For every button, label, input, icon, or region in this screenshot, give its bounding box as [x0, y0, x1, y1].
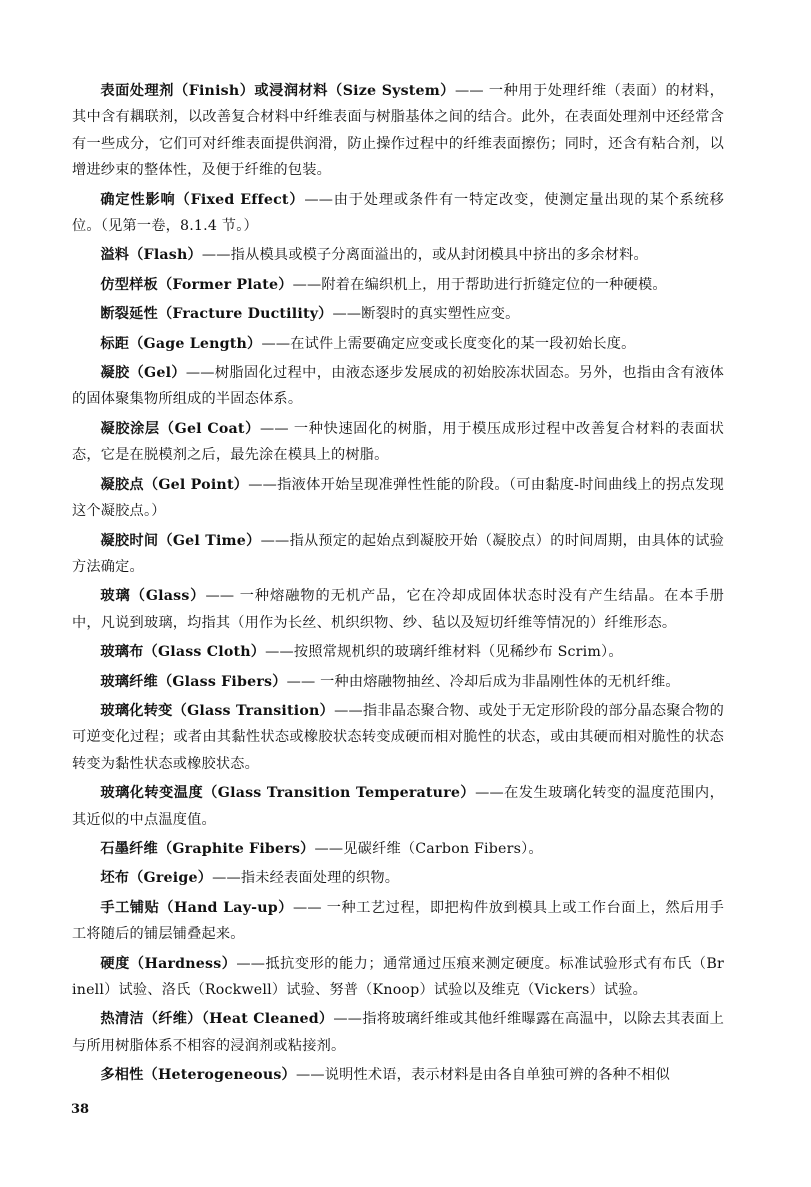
glossary-entry: [72, 583, 724, 636]
glossary-entry: [72, 242, 724, 268]
glossary-term: 手工铺贴（Hand Lay-up）: [100, 899, 293, 916]
glossary-entry: [72, 895, 724, 948]
glossary-definition: ——指从预定的起始点到凝胶开始（凝胶点）的时间周期，由具体的试验方法确定。: [72, 532, 724, 575]
glossary-entry: [72, 698, 724, 777]
glossary-term: 溢料（Flash）: [100, 247, 202, 264]
glossary-definition: ——树脂固化过程中，由液态逐步发展成的初始胶冻状固态。另外，也指由含有液体的固体聚集物所组成的半固态体系。: [72, 365, 725, 408]
glossary-term: 表面处理剂（Finish）或浸润材料（Size System）: [100, 83, 456, 99]
glossary-definition: ——附着在编织机上，用于帮助进行折缝定位的一种硬模。: [292, 276, 667, 293]
glossary-entry: [72, 528, 724, 581]
glossary-page: [72, 78, 724, 1092]
glossary-definition: —— 一种工艺过程，即把构件放到模具上或工作台面上，然后用手工将随后的铺层铺叠起来。: [72, 899, 724, 943]
glossary-term: 玻璃化转变（Glass Transition）: [100, 702, 335, 719]
glossary-term: 多相性（Heterogeneous）: [100, 1067, 296, 1084]
glossary-definition: ——说明性术语，表示材料是由各自单独可辨的各种不相似: [295, 1067, 671, 1084]
glossary-entry: [72, 272, 724, 298]
glossary-entry: [72, 780, 724, 833]
glossary-term: 坯布（Greige）: [100, 870, 213, 887]
glossary-definition: —— 一种快速固化的树脂，用于模压成形过程中改善复合材料的表面状态，它是在脱模剂之后，最先涂在模具上的树脂。: [72, 420, 724, 464]
glossary-definition: ——指非晶态聚合物、或处于无定形阶段的部分晶态聚合物的可逆变化过程；或者由其黏性状态或橡胶状态转变成硬而相对脆性的状态，或由其硬而相对脆性的状态转变为黏性状态或橡胶状态。: [72, 702, 724, 772]
glossary-entry: [72, 1006, 724, 1059]
glossary-term: 石墨纤维（Graphite Fibers）: [100, 840, 315, 857]
glossary-definition: —— 一种用于处理纤维（表面）的材料，其中含有耦联剂，以改善复合材料中纤维表面与树脂基体之间的结合。此外，在表面处理剂中还经常含有一些成分，它们可对纤维表面提供润滑，防止操作过程中的纤维表面擦伤；同时，还含有粘合剂，以增进纱束的整体性，及便于纤维的包装。: [72, 83, 724, 179]
glossary-definition: ——指未经表面处理的织物。: [212, 870, 400, 887]
glossary-term: 确定性影响（Fixed Effect）: [100, 191, 305, 208]
glossary-term: 玻璃（Glass）: [100, 588, 206, 605]
glossary-definition: ——抵抗变形的能力；通常通过压痕来测定硬度。标准试验形式有布氏（Br inell）试验、洛氏（Rockwell）试验、努普（Knoop）试验以及维克（Vickers）试验。: [72, 955, 724, 998]
glossary-entry: [72, 1062, 724, 1088]
glossary-entry: [72, 360, 724, 413]
glossary-entry: [72, 301, 724, 327]
glossary-term: 凝胶（Gel）: [100, 365, 186, 382]
glossary-definition: ——见碳纤维（Carbon Fibers）。: [314, 840, 543, 857]
glossary-definition: —— 一种由熔融物抽丝、冷却后成为非晶刚性体的无机纤维。: [286, 673, 680, 690]
glossary-term: 热清洁（纤维）（Heat Cleaned）: [100, 1011, 334, 1028]
glossary-entry: [72, 836, 724, 862]
glossary-entry: [72, 865, 724, 891]
glossary-entry: [72, 331, 724, 357]
glossary-term: 玻璃纤维（Glass Fibers）: [100, 673, 287, 690]
glossary-definition: ——指从模具或模子分离面溢出的，或从封闭模具中挤出的多余材料。: [201, 247, 648, 264]
glossary-term: 硬度（Hardness）: [100, 955, 237, 972]
glossary-definition: ——在试件上需要确定应变或长度变化的某一段初始长度。: [261, 335, 636, 352]
glossary-term: 凝胶时间（Gel Time）: [100, 532, 261, 549]
glossary-entry: [72, 78, 724, 184]
glossary-term: 仿型样板（Former Plate）: [100, 276, 293, 293]
glossary-term: 玻璃布（Glass Cloth）: [100, 644, 266, 661]
glossary-term: 凝胶涂层（Gel Coat）: [100, 420, 260, 437]
glossary-definition: ——在发生玻璃化转变的温度范围内，其近似的中点温度值。: [72, 785, 724, 828]
glossary-entry: [72, 472, 724, 525]
glossary-entry: [72, 187, 724, 240]
glossary-definition: ——断裂时的真实塑性应变。: [332, 306, 520, 323]
glossary-term: 标距（Gage Length）: [100, 335, 262, 352]
glossary-definition: —— 一种熔融物的无机产品，它在冷却成固体状态时没有产生结晶。在本手册中，凡说到玻璃，均指其（用作为长丝、机织织物、纱、毡以及短切纤维等情况的）纤维形态。: [72, 588, 724, 631]
glossary-term: 玻璃化转变温度（Glass Transition Temperature）: [100, 785, 476, 802]
glossary-definition: ——指液体开始呈现准弹性性能的阶段。（可由黏度-时间曲线上的拐点发现这个凝胶点。）: [72, 476, 725, 520]
glossary-term: 断裂延性（Fracture Ductility）: [100, 306, 333, 323]
glossary-entry: [72, 639, 724, 665]
glossary-definition: ——由于处理或条件有一特定改变，使测定量出现的某个系统移位。（见第一卷，8.1.4 节。）: [72, 191, 724, 235]
glossary-definition: ——指将玻璃纤维或其他纤维曝露在高温中，以除去其表面上与所用树脂体系不相容的浸润剂或粘接剂。: [72, 1011, 724, 1054]
glossary-entry: [72, 951, 724, 1004]
page-number: 38: [71, 1102, 90, 1117]
glossary-definition: ——按照常规机织的玻璃纤维材料（见稀纱布 Scrim）。: [265, 644, 623, 661]
glossary-term: 凝胶点（Gel Point）: [100, 476, 249, 493]
glossary-entry: [72, 669, 724, 695]
glossary-entry: [72, 416, 724, 469]
